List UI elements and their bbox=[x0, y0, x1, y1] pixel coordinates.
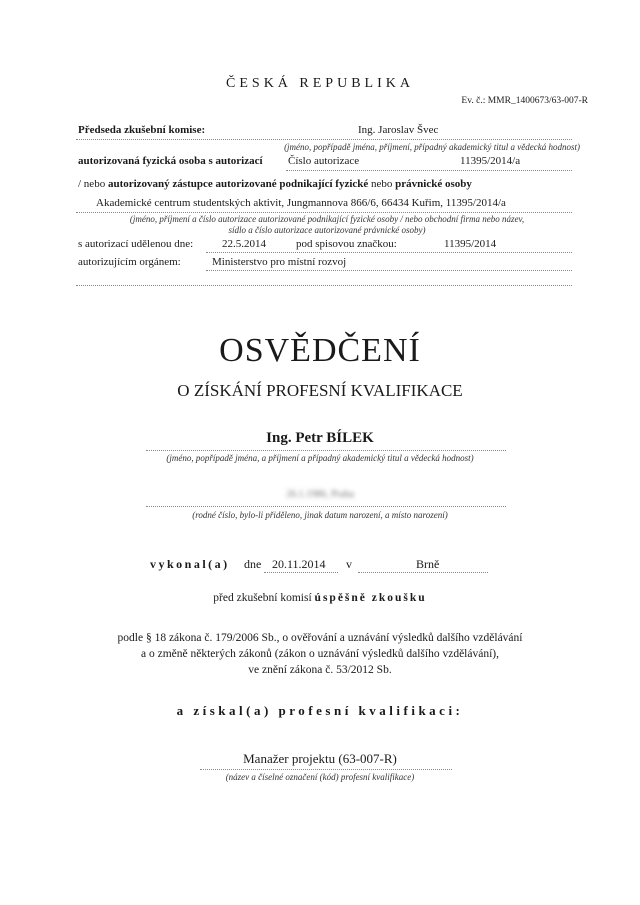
qualification-dotline bbox=[200, 769, 452, 770]
authorization-number-value: 11395/2014/a bbox=[460, 155, 521, 167]
law-line1: podle § 18 zákona č. 179/2006 Sb., o ověřování a uznávání výsledků dalšího vzdělávání bbox=[117, 632, 523, 644]
representative-line bbox=[78, 178, 472, 190]
exam-result: úspěšně zkoušku bbox=[314, 592, 427, 604]
entity-value: Akademické centrum studentských aktivit, Jungmannova 866/6, 66434 Kuřim, 11395/2014/a bbox=[96, 197, 506, 209]
date-value: 20.11.2014 bbox=[272, 557, 326, 571]
holder-hint: (jméno, popřípadě jména, a příjmení a případný akademický titul a vědecká hodnost) bbox=[166, 453, 474, 463]
file-value: 11395/2014 bbox=[444, 238, 497, 250]
exam-prefix: před zkušební komisí bbox=[213, 592, 315, 604]
entity-hint-line1: (jméno, příjmení a číslo autorizace autorizované podnikající fyzické osoby / nebo obchodní firma nebo název, bbox=[129, 214, 525, 224]
entity-hint-line2: sídlo a číslo autorizace autorizované právnické osoby) bbox=[228, 225, 426, 235]
birth-dotline bbox=[146, 506, 506, 507]
holder-prefix: Ing. Petr bbox=[266, 430, 327, 446]
section-separator bbox=[76, 285, 572, 286]
obtained-label: a získal(a) profesní kvalifikaci: bbox=[176, 703, 464, 718]
committee-chair-hint: (jméno, popřípadě jména, příjmení, případný akademický titul a vědecká hodnost) bbox=[284, 142, 580, 152]
performed-label: vykonal(a) bbox=[150, 557, 230, 571]
or-prefix: / nebo bbox=[78, 178, 108, 190]
granted-date: 22.5.2014 bbox=[222, 238, 266, 250]
holder-surname: BÍLEK bbox=[326, 430, 374, 446]
country-heading: ČESKÁ REPUBLIKA bbox=[226, 76, 414, 91]
granted-label: s autorizací udělenou dne: bbox=[78, 238, 194, 250]
exam-line bbox=[0, 592, 640, 604]
authority-value: Ministerstvo pro místní rozvoj bbox=[212, 256, 347, 268]
or-middle: nebo bbox=[368, 178, 396, 190]
law-line3: ve znění zákona č. 53/2012 Sb. bbox=[248, 664, 392, 676]
authorized-person-label: autorizovaná fyzická osoba s autorizací bbox=[78, 155, 263, 167]
record-number: Ev. č.: MMR_1400673/63-007-R bbox=[461, 96, 588, 106]
date-dotline bbox=[264, 572, 338, 573]
holder-dotline bbox=[146, 450, 506, 451]
committee-chair-value: Ing. Jaroslav Švec bbox=[358, 124, 439, 136]
place-label: v bbox=[346, 557, 352, 571]
birth-value: 26.1.1986, Praha bbox=[286, 489, 354, 500]
certificate-title: OSVĚDČENÍ bbox=[219, 332, 421, 369]
committee-chair-label: Předseda zkušební komise: bbox=[78, 124, 206, 136]
place-dotline bbox=[358, 572, 488, 573]
file-label: pod spisovou značkou: bbox=[296, 238, 397, 250]
authority-label: autorizujícím orgánem: bbox=[78, 256, 181, 268]
legal-person-label: právnické osoby bbox=[395, 178, 472, 190]
place-value: Brně bbox=[416, 557, 440, 571]
qualification-value: Manažer projektu (63-007-R) bbox=[243, 751, 397, 766]
granted-dotline bbox=[206, 252, 572, 253]
date-label: dne bbox=[244, 557, 262, 571]
chair-dotline bbox=[76, 139, 572, 140]
law-line2: a o změně některých zákonů (zákon o uznávání výsledků dalšího vzdělávání), bbox=[141, 648, 499, 660]
certificate-subtitle: O ZÍSKÁNÍ PROFESNÍ KVALIFIKACE bbox=[177, 381, 463, 400]
birth-hint: (rodné číslo, bylo-li přiděleno, jinak datum narození, a místo narození) bbox=[192, 510, 448, 520]
authorization-number-label: Číslo autorizace bbox=[288, 155, 360, 167]
representative-label: autorizovaný zástupce autorizované podnikající fyzické bbox=[107, 178, 369, 190]
holder-name bbox=[0, 430, 640, 447]
entity-dotline bbox=[76, 212, 572, 213]
qualification-hint: (název a číselné označení (kód) profesní kvalifikace) bbox=[225, 772, 415, 782]
authority-dotline bbox=[206, 270, 572, 271]
authorization-dotline bbox=[286, 170, 572, 171]
